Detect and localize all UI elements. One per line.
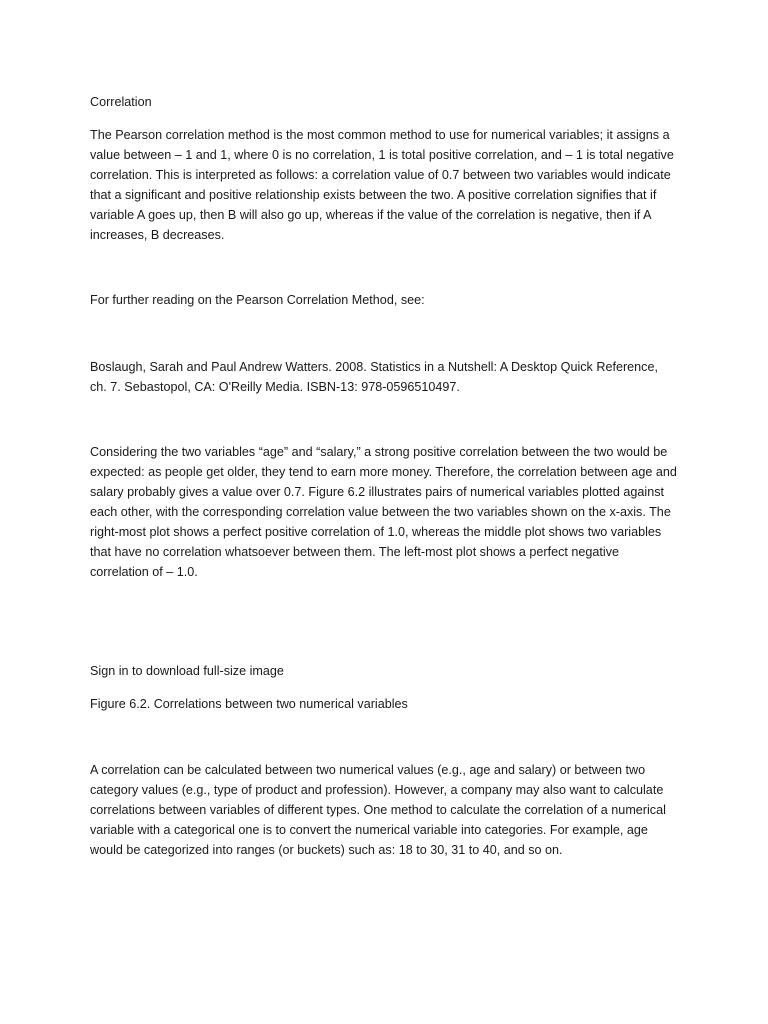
figure-caption: Figure 6.2. Correlations between two numerical variables [90,697,408,711]
pearson-paragraph: The Pearson correlation method is the most common method to use for numerical variables; it assigns a value between – 1 and 1, where 0 is no correlation, 1 is total positive correlation, and – 1 is total negative correlation. This is interpreted as follows: a correlation value of 0.7 between two variables would indicate that a significant and positive relationship exists between the two. A positive correlation signifies that if variable A goes up, then B will also go up, whereas if the value of the correlation is negative, then if A increases, B decreases. [90,128,674,242]
categorical-correlation-paragraph: A correlation can be calculated between two numerical values (e.g., age and salary) or between two category values (e.g., type of product and profession). However, a company may also want to calculate correlations between variables of different types. One method to calculate the correlation of a numerical variable with a categorical one is to convert the numerical variable into categories. For example, age would be categorized into ranges (or buckets) such as: 18 to 30, 31 to 40, and so on. [90,763,666,857]
further-reading-text: For further reading on the Pearson Correlation Method, see: [90,293,425,307]
sign-in-download-link[interactable]: Sign in to download full-size image [90,664,284,678]
age-salary-paragraph: Considering the two variables “age” and “salary,” a strong positive correlation between the two would be expected: as people get older, they tend to earn more money. Therefore, the correlation between age and salary probably gives a value over 0.7. Figure 6.2 illustrates pairs of numerical variables plotted against each other, with the corresponding correlation value between the two variables shown on the x-axis. The right-most plot shows a perfect positive correlation of 1.0, whereas the middle plot shows two variables that have no correlation whatsoever between them. The left-most plot shows a perfect negative correlation of – 1.0. [90,445,677,579]
section-heading: Correlation [90,95,152,109]
reference-citation: Boslaugh, Sarah and Paul Andrew Watters. 2008. Statistics in a Nutshell: A Desktop Quick Reference, ch. 7. Sebastopol, CA: O'Reilly Media. ISBN-13: 978-0596510497. [90,360,658,394]
